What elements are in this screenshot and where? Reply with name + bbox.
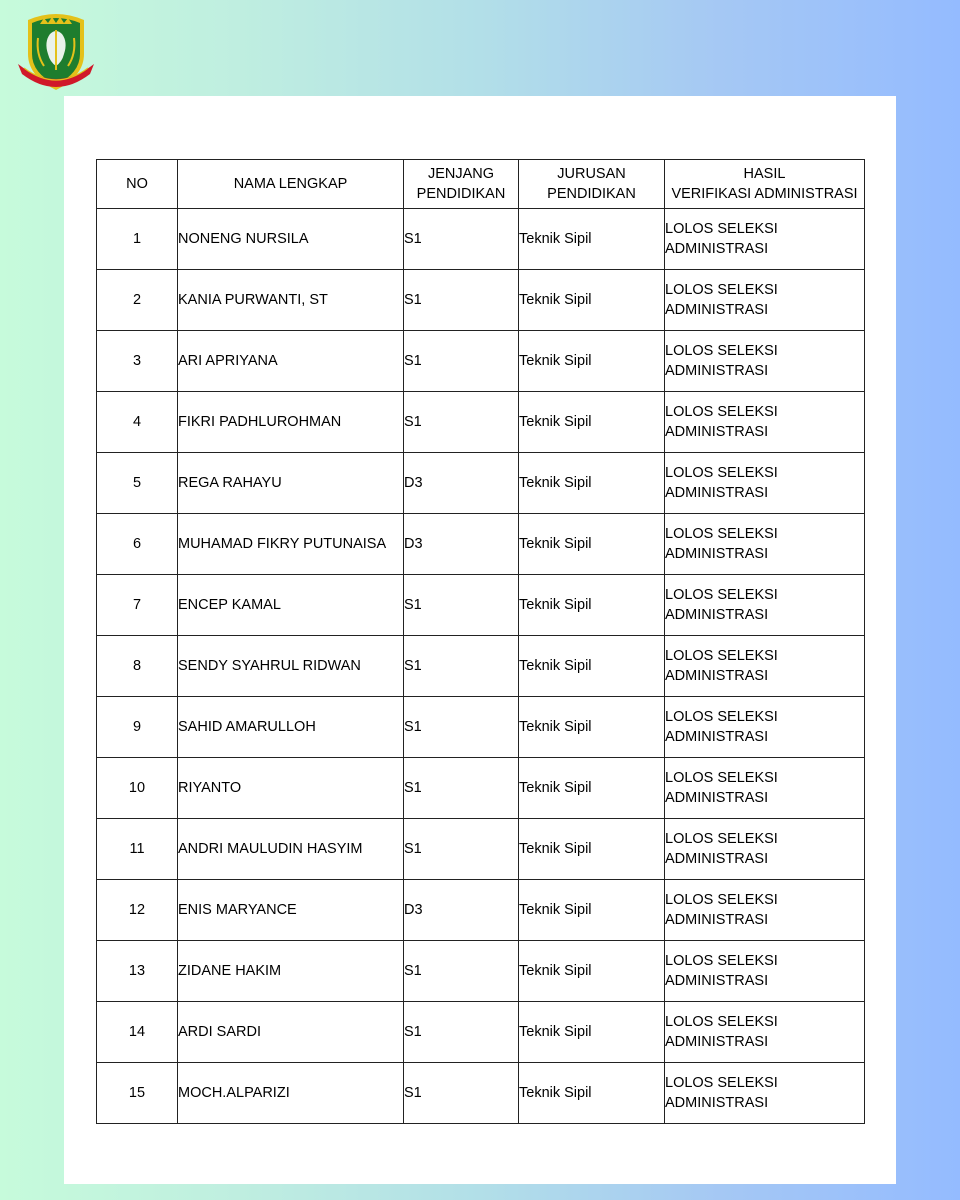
cell-major: Teknik Sipil	[519, 209, 665, 270]
cell-verification-result: LOLOS SELEKSI ADMINISTRASI	[665, 941, 865, 1002]
table-row	[97, 819, 865, 880]
table-row	[97, 941, 865, 1002]
cell-full-name: ENCEP KAMAL	[178, 575, 404, 636]
cell-verification-result: LOLOS SELEKSI ADMINISTRASI	[665, 636, 865, 697]
cell-full-name: MUHAMAD FIKRY PUTUNAISA	[178, 514, 404, 575]
verification-results-table	[96, 159, 865, 1124]
cell-full-name: REGA RAHAYU	[178, 453, 404, 514]
cell-major: Teknik Sipil	[519, 819, 665, 880]
cell-verification-result: LOLOS SELEKSI ADMINISTRASI	[665, 819, 865, 880]
cell-verification-result: LOLOS SELEKSI ADMINISTRASI	[665, 331, 865, 392]
cell-full-name: KANIA PURWANTI, ST	[178, 270, 404, 331]
cell-education-level: S1	[404, 941, 519, 1002]
cell-major: Teknik Sipil	[519, 880, 665, 941]
cell-full-name: ANDRI MAULUDIN HASYIM	[178, 819, 404, 880]
cell-full-name: MOCH.ALPARIZI	[178, 1063, 404, 1124]
cell-full-name: ZIDANE HAKIM	[178, 941, 404, 1002]
cell-education-level: S1	[404, 697, 519, 758]
table-header-row	[97, 160, 865, 209]
cell-education-level: S1	[404, 270, 519, 331]
cell-verification-result: LOLOS SELEKSI ADMINISTRASI	[665, 1002, 865, 1063]
column-header-no: NO	[97, 160, 178, 209]
cell-education-level: S1	[404, 575, 519, 636]
table-row	[97, 270, 865, 331]
cell-major: Teknik Sipil	[519, 941, 665, 1002]
cell-verification-result: LOLOS SELEKSI ADMINISTRASI	[665, 392, 865, 453]
cell-verification-result: LOLOS SELEKSI ADMINISTRASI	[665, 270, 865, 331]
column-header-education-level: JENJANG PENDIDIKAN	[404, 160, 519, 209]
cell-full-name: NONENG NURSILA	[178, 209, 404, 270]
cell-major: Teknik Sipil	[519, 331, 665, 392]
cell-education-level: S1	[404, 392, 519, 453]
cell-verification-result: LOLOS SELEKSI ADMINISTRASI	[665, 453, 865, 514]
table-row	[97, 1002, 865, 1063]
cell-education-level: S1	[404, 331, 519, 392]
cell-education-level: S1	[404, 758, 519, 819]
cell-major: Teknik Sipil	[519, 697, 665, 758]
cell-no: 5	[97, 453, 178, 514]
cell-no: 8	[97, 636, 178, 697]
cell-verification-result: LOLOS SELEKSI ADMINISTRASI	[665, 1063, 865, 1124]
table-row	[97, 697, 865, 758]
cell-no: 3	[97, 331, 178, 392]
column-header-full-name: NAMA LENGKAP	[178, 160, 404, 209]
cell-verification-result: LOLOS SELEKSI ADMINISTRASI	[665, 575, 865, 636]
cell-no: 6	[97, 514, 178, 575]
table-row	[97, 880, 865, 941]
column-header-major: JURUSAN PENDIDIKAN	[519, 160, 665, 209]
cell-no: 9	[97, 697, 178, 758]
cell-full-name: ARI APRIYANA	[178, 331, 404, 392]
table-row	[97, 514, 865, 575]
table-row	[97, 209, 865, 270]
cell-no: 14	[97, 1002, 178, 1063]
table-row	[97, 1063, 865, 1124]
cell-education-level: S1	[404, 209, 519, 270]
cell-major: Teknik Sipil	[519, 1063, 665, 1124]
table-row	[97, 392, 865, 453]
cell-major: Teknik Sipil	[519, 636, 665, 697]
cell-major: Teknik Sipil	[519, 758, 665, 819]
table-row	[97, 331, 865, 392]
table-row	[97, 636, 865, 697]
cell-no: 10	[97, 758, 178, 819]
cell-no: 2	[97, 270, 178, 331]
cell-major: Teknik Sipil	[519, 270, 665, 331]
cell-no: 13	[97, 941, 178, 1002]
cell-education-level: D3	[404, 880, 519, 941]
cell-major: Teknik Sipil	[519, 1002, 665, 1063]
cell-major: Teknik Sipil	[519, 575, 665, 636]
cell-education-level: S1	[404, 1002, 519, 1063]
column-header-verification-result: HASIL VERIFIKASI ADMINISTRASI	[665, 160, 865, 209]
cell-no: 4	[97, 392, 178, 453]
cell-no: 11	[97, 819, 178, 880]
cell-no: 7	[97, 575, 178, 636]
cell-full-name: SENDY SYAHRUL RIDWAN	[178, 636, 404, 697]
cell-full-name: ENIS MARYANCE	[178, 880, 404, 941]
cell-full-name: RIYANTO	[178, 758, 404, 819]
cell-major: Teknik Sipil	[519, 392, 665, 453]
cell-verification-result: LOLOS SELEKSI ADMINISTRASI	[665, 209, 865, 270]
cell-education-level: S1	[404, 636, 519, 697]
cell-education-level: D3	[404, 453, 519, 514]
document-page	[64, 96, 896, 1184]
cell-verification-result: LOLOS SELEKSI ADMINISTRASI	[665, 880, 865, 941]
cell-verification-result: LOLOS SELEKSI ADMINISTRASI	[665, 697, 865, 758]
cell-no: 15	[97, 1063, 178, 1124]
cell-no: 1	[97, 209, 178, 270]
cell-education-level: D3	[404, 514, 519, 575]
cell-verification-result: LOLOS SELEKSI ADMINISTRASI	[665, 514, 865, 575]
cell-full-name: ARDI SARDI	[178, 1002, 404, 1063]
regional-government-emblem-icon	[14, 8, 98, 92]
cell-full-name: SAHID AMARULLOH	[178, 697, 404, 758]
cell-no: 12	[97, 880, 178, 941]
cell-full-name: FIKRI PADHLUROHMAN	[178, 392, 404, 453]
cell-major: Teknik Sipil	[519, 453, 665, 514]
cell-education-level: S1	[404, 819, 519, 880]
cell-verification-result: LOLOS SELEKSI ADMINISTRASI	[665, 758, 865, 819]
table-row	[97, 758, 865, 819]
cell-major: Teknik Sipil	[519, 514, 665, 575]
cell-education-level: S1	[404, 1063, 519, 1124]
table-row	[97, 575, 865, 636]
table-row	[97, 453, 865, 514]
